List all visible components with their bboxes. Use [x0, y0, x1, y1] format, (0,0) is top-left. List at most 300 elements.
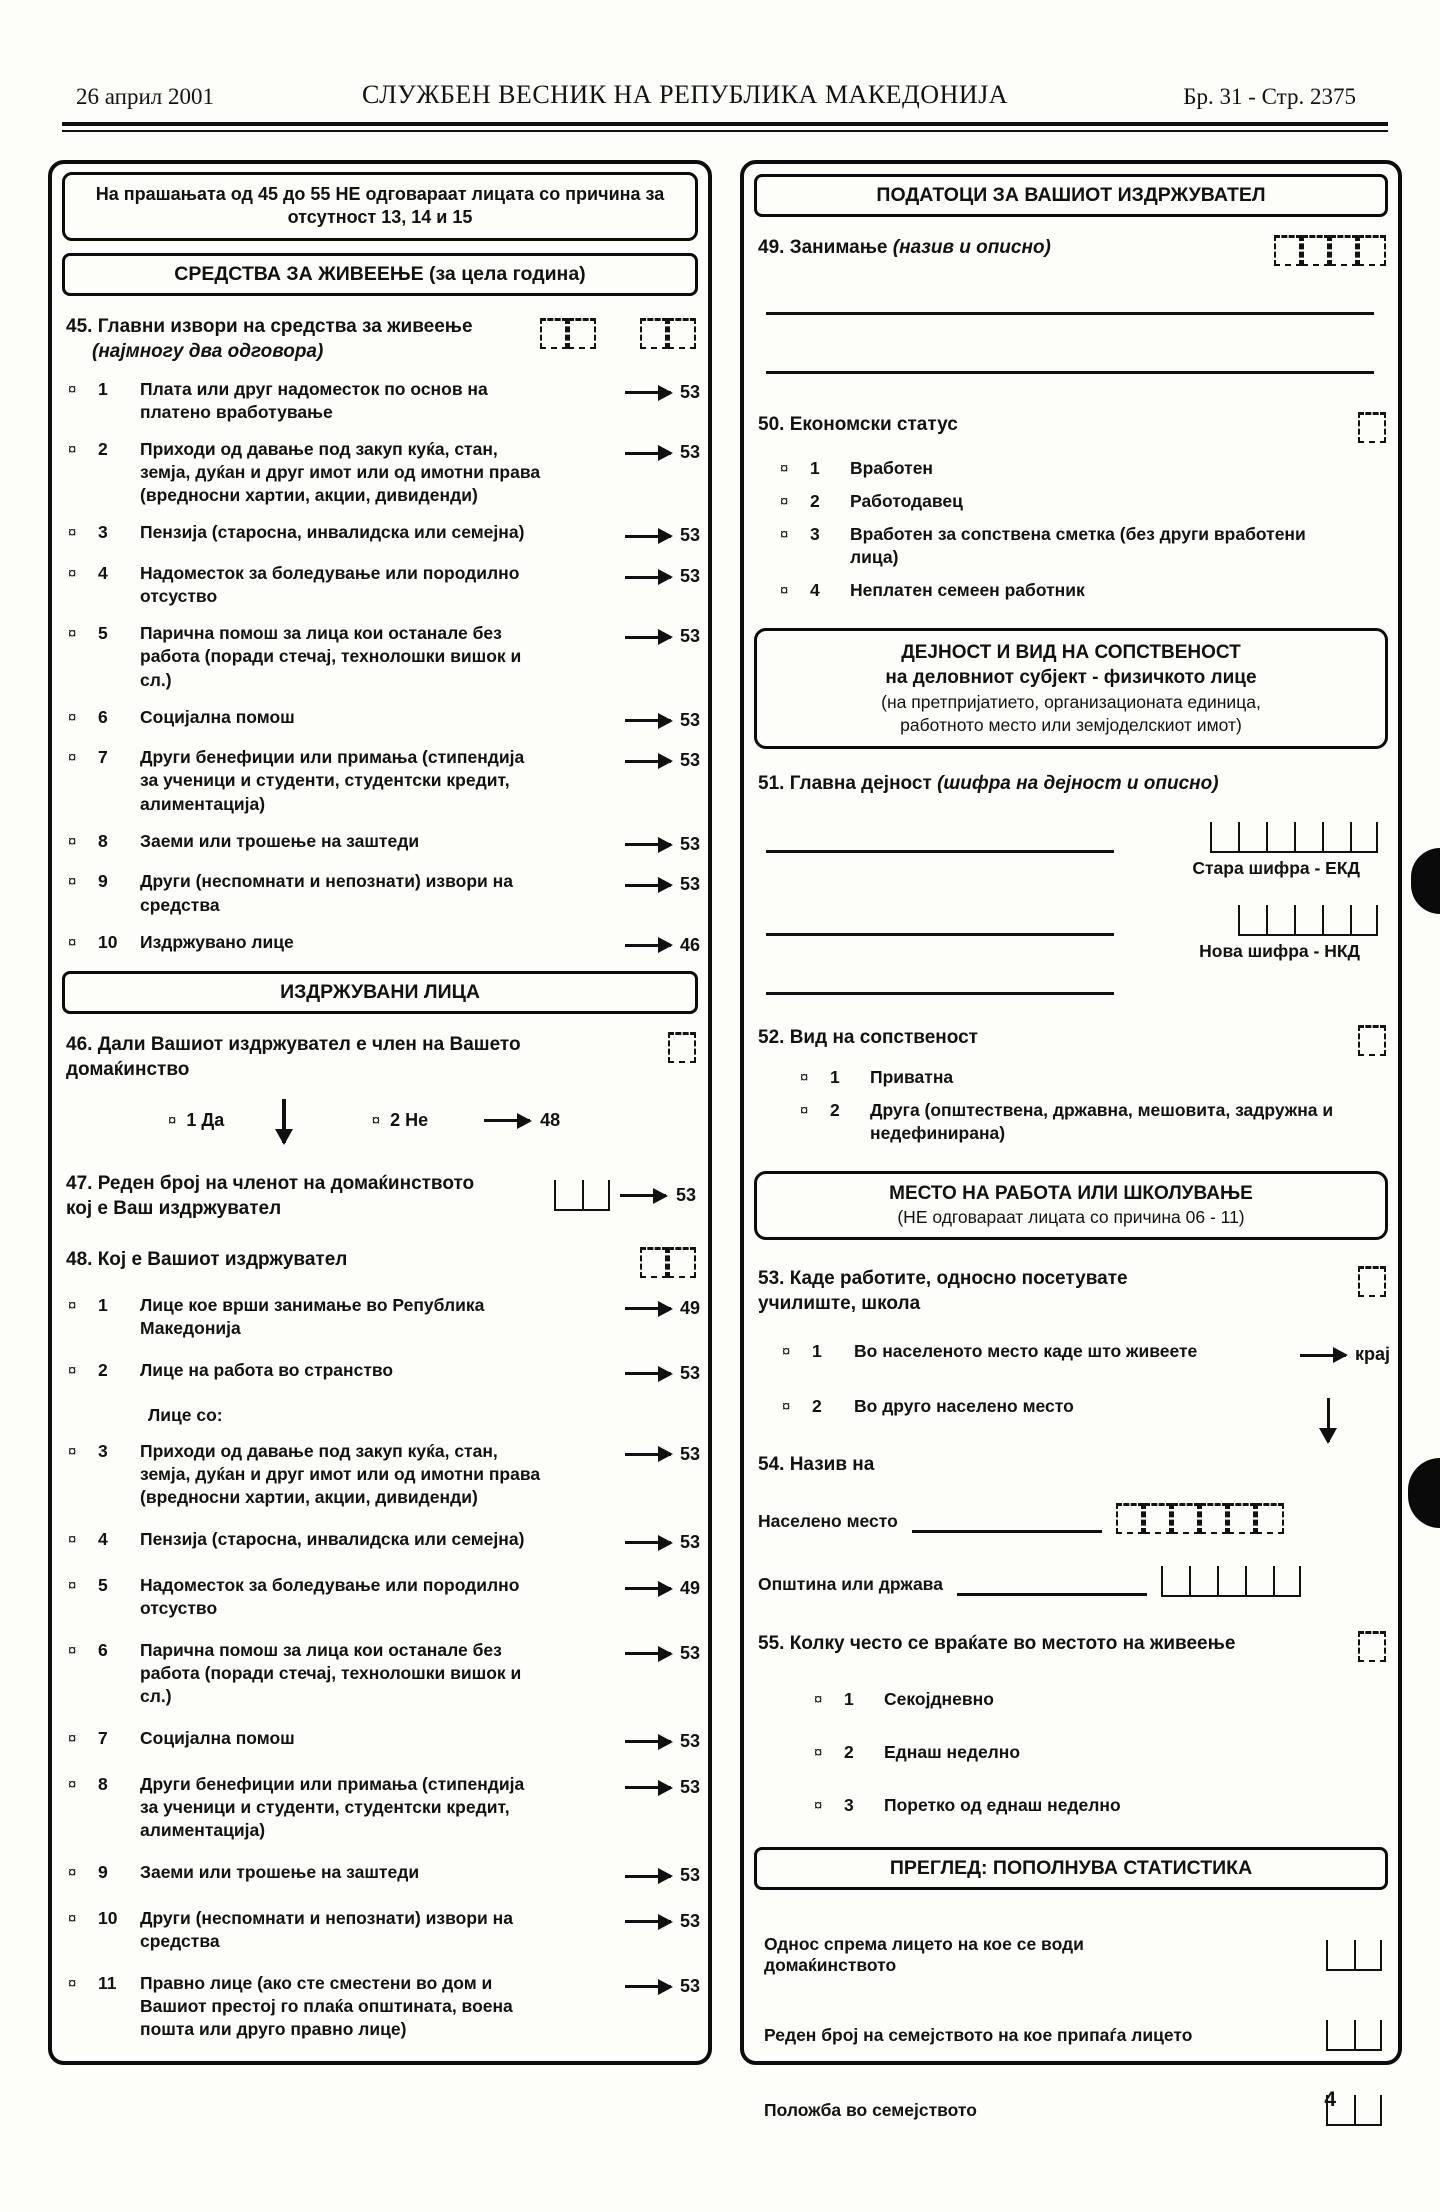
code-box[interactable] [668, 1032, 696, 1063]
option-number: 1 [844, 1689, 854, 1710]
question-45-title [66, 314, 473, 364]
option-number: 2 [98, 1359, 108, 1380]
q51-old-code-row [766, 822, 1378, 853]
option-number: 1 [830, 1067, 840, 1088]
q45-option-5 [68, 622, 700, 691]
option-label: Приходи од давање под закуп куќа, стан, земја, дуќан и друг имот или од имотни права (вредносни хартии, акции, дивиденди) [140, 1440, 541, 1507]
skip-instruction [600, 706, 700, 733]
code-box[interactable] [1274, 235, 1386, 266]
skip-instruction [600, 622, 700, 649]
page-number: 4 [1324, 2088, 1336, 2111]
option-label: Други бенефиции или примања (стипендија за ученици и студенти, студентски кредит, алиментација) [140, 1773, 525, 1841]
question-number: 46. [66, 1034, 93, 1056]
checkbox-icon[interactable]: ¤ [814, 1797, 823, 1815]
checkbox-icon[interactable]: ¤ [68, 565, 77, 583]
code-box[interactable] [1326, 1940, 1382, 1971]
question-53-header [752, 1262, 1390, 1316]
question-54 [752, 1452, 1390, 1597]
option-number: 3 [98, 522, 108, 543]
skip-instruction [600, 1440, 700, 1467]
checkbox-icon[interactable]: ¤ [782, 1343, 791, 1361]
section-header-supporter: ПОДАТОЦИ ЗА ВАШИОТ ИЗДРЖУВАТЕЛ [754, 174, 1388, 217]
q48-option-1 [68, 1294, 700, 1340]
question-47-title [66, 1171, 486, 1221]
q50-option-1 [780, 457, 1390, 480]
question-text: Колку често се враќате во местото на живеење [789, 1633, 1236, 1655]
option-label: Други бенефиции или примања (стипендија за ученици и студенти, студентски кредит, алиментација) [140, 747, 525, 814]
option-label: Парична помош за лица кои останале без работа (поради стечај, технолошки вишок и сл.) [140, 1639, 522, 1706]
option-number: 9 [98, 1862, 108, 1883]
code-box[interactable] [640, 1247, 696, 1278]
right-arrow-icon [625, 576, 671, 579]
skip-instruction [600, 1528, 700, 1555]
option-label: Издржувано лице [140, 931, 294, 952]
answer-line[interactable] [766, 312, 1374, 315]
question-number: 50. [758, 414, 785, 435]
code-box[interactable] [1358, 1266, 1386, 1297]
checkbox-icon[interactable]: ¤ [800, 1069, 809, 1087]
skip-target: 53 [679, 1731, 700, 1752]
skip-target: 53 [679, 1531, 700, 1552]
right-arrow-icon [625, 1541, 671, 1544]
right-arrow-icon [625, 1786, 671, 1789]
question-text: Каде работите, односно посетувате училиште, школа [758, 1268, 1128, 1315]
code-box[interactable] [1358, 412, 1386, 443]
skip-target: 53 [679, 1443, 700, 1464]
checkbox-icon[interactable]: ¤ [780, 493, 789, 511]
q48-option-5 [68, 1574, 700, 1620]
q55-option-3 [814, 1794, 1390, 1817]
option-label: Пензија (старосна, инвалидска или семејна) [140, 1528, 525, 1549]
skip-target: 53 [679, 1642, 700, 1663]
header-date: 26 април 2001 [76, 84, 214, 109]
right-column [740, 160, 1402, 2121]
question-48-header [60, 1243, 700, 1278]
right-arrow-icon [625, 452, 671, 455]
code-box[interactable] [1161, 1566, 1301, 1597]
question-number: 53. [758, 1268, 785, 1290]
option-label: Надоместок за боледување или породилно отсуство [140, 563, 520, 607]
code-box[interactable] [1238, 905, 1378, 936]
checkbox-icon[interactable]: ¤ [68, 749, 77, 767]
activity-ownership-box [754, 628, 1388, 749]
option-number: 2 [810, 491, 820, 512]
question-number: 47. [66, 1172, 93, 1194]
code-box[interactable] [1358, 1025, 1386, 1056]
right-arrow-icon [625, 843, 671, 846]
q48-options [60, 1294, 700, 2042]
skip-instruction [600, 378, 700, 405]
question-number: 51. [758, 773, 785, 795]
question-text: Главни извори на средства за живеење [97, 315, 473, 337]
old-code-label: Стара шифра - ЕКД [1192, 858, 1360, 879]
skip-instruction [600, 1773, 700, 1800]
checkbox-icon[interactable]: ¤ [68, 708, 77, 726]
skip-instruction [600, 1359, 700, 1386]
notice-box: На прашањата од 45 до 55 НЕ одговараат лицата со причина за отсутност 13, 14 и 15 [62, 172, 698, 241]
option-number: 4 [98, 563, 108, 584]
option-number: 1 [98, 378, 108, 399]
answer-line[interactable] [766, 371, 1374, 374]
q45-option-7 [68, 746, 700, 815]
q48-option-8 [68, 1773, 700, 1842]
option-label: Да [201, 1110, 225, 1130]
skip-instruction [600, 1907, 700, 1934]
right-arrow-icon [1300, 1354, 1346, 1357]
answer-line[interactable] [766, 850, 1114, 853]
checkbox-icon[interactable]: ¤ [68, 1442, 77, 1460]
q48-option-4 [68, 1528, 700, 1555]
checkbox-icon[interactable]: ¤ [68, 625, 77, 643]
q52-option-2 [800, 1099, 1390, 1145]
q48-option-7 [68, 1727, 700, 1754]
flow-arrow [1230, 1395, 1390, 1442]
option-label: Вработен за сопствена сметка (без други вработени лица) [850, 524, 1306, 568]
option-label: Друга (општествена, државна, мешовита, задружна и недефинирана) [870, 1099, 1334, 1143]
right-arrow-icon [620, 1194, 666, 1197]
code-box[interactable] [554, 1180, 610, 1211]
option-label: Други (неспомнати и непознати) извори на средства [140, 871, 513, 915]
option-label: Заеми или трошење на заштеди [140, 1862, 420, 1883]
skip-instruction [600, 1639, 700, 1666]
option-label: Вработен [850, 458, 933, 478]
box-note: (на претпријатието, организационата единица, [881, 691, 1261, 712]
option-label: Социјална помош [140, 1728, 295, 1749]
right-arrow-icon [625, 1875, 671, 1878]
option-label: Приватна [870, 1067, 954, 1088]
q45-option-6 [68, 706, 700, 733]
skip-target: 53 [679, 626, 700, 647]
checkbox-icon[interactable]: ¤ [68, 1775, 77, 1793]
code-box[interactable] [1326, 2020, 1382, 2051]
question-46-title [66, 1032, 586, 1082]
code-box[interactable] [540, 318, 596, 349]
skip-target: 53 [679, 1362, 700, 1383]
skip-instruction [600, 931, 700, 958]
checkbox-icon[interactable]: ¤ [68, 1909, 77, 1927]
q45-option-4 [68, 562, 700, 608]
new-code-label: Нова шифра - НКД [1199, 941, 1360, 962]
q46-options [168, 1099, 700, 1143]
q55-options [752, 1688, 1390, 1817]
answer-line[interactable] [766, 992, 1114, 995]
right-arrow-icon [625, 391, 671, 394]
checkbox-icon[interactable]: ¤ [68, 1361, 77, 1379]
section-header-means: СРЕДСТВА ЗА ЖИВЕЕЊЕ (за цела година) [62, 253, 698, 296]
question-45-header [60, 310, 700, 364]
left-column [48, 160, 712, 2065]
option-label: Заеми или трошење на заштеди [140, 830, 420, 851]
skip-target: 53 [679, 566, 700, 587]
code-box[interactable] [1116, 1503, 1284, 1534]
q45-option-2 [68, 438, 700, 507]
question-text: Главна дејност [789, 773, 932, 795]
right-arrow-icon [625, 1372, 671, 1375]
q45-option-10 [68, 931, 700, 958]
answer-line[interactable] [912, 1530, 1102, 1533]
right-arrow-icon [625, 1453, 671, 1456]
skip-instruction [600, 562, 700, 589]
option-label: Лице кое врши занимање во Република Македонија [140, 1294, 485, 1338]
answer-line[interactable] [957, 1593, 1147, 1596]
scan-artifact [1408, 1458, 1440, 1528]
checkbox-icon[interactable]: ¤ [68, 1576, 77, 1594]
checkbox-icon[interactable]: ¤ [814, 1691, 823, 1709]
q48-option-6 [68, 1639, 700, 1708]
skip-instruction [600, 870, 700, 897]
question-text: Кој е Вашиот издржувател [97, 1248, 348, 1270]
option-number: 10 [98, 1907, 118, 1928]
option-label: Еднаш неделно [884, 1742, 1021, 1763]
skip-instruction [600, 1972, 700, 1999]
field-label: Општина или држава [758, 1574, 943, 1595]
box-title: ДЕЈНОСТ И ВИД НА СОПСТВЕНОСТ [901, 642, 1241, 664]
section-header-review: ПРЕГЛЕД: ПОПОЛНУВА СТАТИСТИКА [754, 1847, 1388, 1890]
option-number: 2 [844, 1742, 854, 1763]
question-text: Економски статус [789, 414, 958, 435]
skip-instruction [600, 746, 700, 773]
review-row-relation [764, 1934, 1382, 1976]
option-label: Социјална помош [140, 706, 295, 727]
skip-target: крај [1354, 1344, 1390, 1365]
q48-option-9 [68, 1861, 700, 1888]
question-text: Занимање [789, 237, 888, 258]
q45-option-1 [68, 378, 700, 424]
option-number: 4 [810, 580, 820, 601]
right-arrow-icon [625, 1920, 671, 1923]
field-label: Реден број на семејството на кое припаѓа лицето [764, 2025, 1193, 2046]
right-arrow-icon [625, 1985, 671, 1988]
box-note: (НЕ одговараат лицата со причина 06 - 11) [897, 1207, 1245, 1228]
option-number: 6 [98, 706, 108, 727]
right-arrow-icon [625, 636, 671, 639]
code-box[interactable] [1210, 822, 1378, 853]
option-number: 3 [98, 1440, 108, 1461]
box-note: работното место или земјоделскиот имот) [900, 714, 1242, 735]
option-number: 1 [186, 1110, 197, 1130]
checkbox-icon[interactable]: ¤ [68, 1975, 77, 1993]
option-number: 7 [98, 747, 108, 768]
option-number: 1 [812, 1341, 822, 1362]
question-50-header [752, 408, 1390, 443]
section-header-dependents: ИЗДРЖУВАНИ ЛИЦА [62, 971, 698, 1014]
q55-option-2 [814, 1741, 1390, 1764]
question-55-header [752, 1627, 1390, 1662]
option-label: Во населеното место каде што живеете [854, 1341, 1198, 1362]
checkbox-icon[interactable]: ¤ [68, 380, 77, 398]
checkbox-icon[interactable]: ¤ [68, 1296, 77, 1314]
skip-instruction [600, 1727, 700, 1754]
code-box[interactable] [640, 318, 696, 349]
option-number: 3 [844, 1795, 854, 1816]
question-52-title [758, 1025, 978, 1050]
option-number: 2 [390, 1110, 401, 1130]
q48-option-10 [68, 1907, 700, 1953]
page-title: СЛУЖБЕН ВЕСНИК НА РЕПУБЛИКА МАКЕДОНИЈА [361, 80, 1009, 109]
right-arrow-icon [625, 1587, 671, 1590]
question-text: Вид на сопственост [789, 1027, 978, 1049]
q48-option-2 [68, 1359, 700, 1386]
q47-answer [554, 1180, 696, 1211]
question-number: 52. [758, 1027, 785, 1049]
question-54-title [752, 1452, 1390, 1477]
question-49-header [752, 231, 1390, 266]
question-51-title [752, 771, 1390, 796]
q52-options [752, 1066, 1390, 1144]
q53-option-1 [782, 1340, 1390, 1367]
answer-line[interactable] [766, 933, 1114, 936]
box-title: МЕСТО НА РАБОТА ИЛИ ШКОЛУВАЊЕ [889, 1182, 1253, 1204]
q45-option-8 [68, 830, 700, 857]
q45-options [60, 378, 700, 957]
checkbox-icon[interactable]: ¤ [68, 1730, 77, 1748]
checkbox-icon[interactable]: ¤ [68, 1641, 77, 1659]
skip-target: 53 [679, 1776, 700, 1797]
option-number: 11 [98, 1973, 117, 1994]
question-text: Назив на [789, 1454, 875, 1476]
checkbox-icon[interactable]: ¤ [68, 933, 77, 951]
field-label: Населено место [758, 1511, 898, 1532]
option-label: Неплатен семеен работник [850, 580, 1085, 601]
option-number: 3 [810, 524, 820, 545]
option-label: Во друго населено место [854, 1396, 1074, 1417]
right-arrow-icon [625, 535, 671, 538]
header-rule-thin [62, 130, 1388, 132]
option-label: Правно лице (ако сте сместени во дом и Вашиот престој го плаќа општината, воена пошта или друго правно лице) [140, 1973, 513, 2040]
question-subtitle: (шифра на дејност и описно) [937, 773, 1219, 795]
question-text: Дали Вашиот издржувател е член на Вашето домаќинство [66, 1034, 521, 1081]
skip-target: 53 [679, 1865, 700, 1886]
checkbox-icon[interactable]: ¤ [780, 582, 789, 600]
skip-instruction [600, 1294, 700, 1321]
skip-target: 53 [679, 1976, 700, 1997]
q45-option-9 [68, 870, 700, 916]
option-label: Работодавец [850, 491, 963, 512]
option-label: Приходи од давање под закуп куќа, стан, земја, дуќан и друг имот или од имотни права (вредносни хартии, акции, дивиденди) [140, 439, 541, 506]
review-row-family-position [764, 2095, 1382, 2126]
question-55-title [758, 1631, 1235, 1656]
right-arrow-icon [625, 1652, 671, 1655]
q50-option-2 [780, 490, 1390, 513]
option-number: 5 [98, 623, 108, 644]
option-number: 8 [98, 830, 108, 851]
option-number: 4 [98, 1528, 108, 1549]
question-51 [752, 771, 1390, 995]
q54-municipality-row [758, 1566, 1380, 1597]
checkbox-icon[interactable]: ¤ [68, 832, 77, 850]
q50-option-4 [780, 579, 1390, 602]
right-arrow-icon [625, 884, 671, 887]
field-label: Положба во семејството [764, 2100, 977, 2121]
checkbox-icon[interactable]: ¤ [68, 1864, 77, 1882]
question-number: 55. [758, 1633, 785, 1655]
skip-target: 53 [679, 750, 700, 771]
code-box[interactable] [1358, 1631, 1386, 1662]
right-arrow-icon [625, 760, 671, 763]
skip-target: 53 [679, 874, 700, 895]
right-arrow-icon [625, 1307, 671, 1310]
down-arrow-icon [282, 1099, 286, 1143]
question-number: 54. [758, 1454, 785, 1476]
right-arrow-icon [625, 719, 671, 722]
option-number: 2 [98, 439, 108, 460]
q55-option-1 [814, 1688, 1390, 1711]
scan-artifact [1411, 848, 1440, 914]
checkbox-icon[interactable]: ¤ [68, 524, 77, 542]
skip-target: 53 [679, 381, 700, 402]
checkbox-icon[interactable]: ¤ [800, 1101, 809, 1119]
option-number: 7 [98, 1728, 108, 1749]
option-label: Не [405, 1110, 429, 1130]
box-subtitle: на деловниот субјект - физичкото лице [885, 667, 1257, 689]
question-49-title [758, 235, 1051, 260]
checkbox-icon[interactable]: ¤ [168, 1112, 177, 1129]
checkbox-icon[interactable]: ¤ [780, 526, 789, 544]
field-label: Однос спрема лицето на кое се води домаќинството [764, 1934, 1084, 1976]
skip-instruction [1290, 1340, 1390, 1367]
option-number: 1 [98, 1294, 108, 1315]
option-number: 5 [98, 1574, 108, 1595]
skip-target: 46 [679, 934, 700, 955]
skip-target: 49 [679, 1577, 700, 1598]
header-rule [62, 122, 1388, 126]
question-number: 48. [66, 1248, 93, 1270]
question-46-header [60, 1028, 700, 1082]
q51-new-code-row [766, 905, 1378, 936]
skip-target: 53 [675, 1185, 696, 1206]
question-50-title [758, 412, 958, 437]
option-number: 10 [98, 931, 118, 952]
checkbox-icon[interactable]: ¤ [68, 873, 77, 891]
skip-instruction [600, 521, 700, 548]
q50-option-3 [780, 523, 1390, 569]
right-arrow-icon [484, 1119, 530, 1122]
checkbox-icon[interactable]: ¤ [814, 1744, 823, 1762]
checkbox-icon[interactable]: ¤ [780, 460, 789, 477]
question-48-title [66, 1247, 347, 1272]
q53-option-2 [782, 1395, 1390, 1442]
right-arrow-icon [625, 1740, 671, 1743]
right-arrow-icon [625, 944, 671, 947]
skip-target: 53 [679, 1910, 700, 1931]
work-place-box [754, 1171, 1388, 1240]
option-label: Лице на работа во странство [140, 1359, 394, 1380]
option-number: 1 [810, 458, 820, 478]
option-label: Други (неспомнати и непознати) извори на средства [140, 1907, 513, 1951]
option-label: Поретко од еднаш неделно [884, 1795, 1121, 1816]
question-number: 45. [66, 315, 93, 337]
checkbox-icon[interactable]: ¤ [68, 441, 77, 459]
question-subtitle: (назив и описно) [892, 237, 1051, 258]
q48-option-3 [68, 1440, 700, 1509]
skip-target: 53 [679, 833, 700, 854]
option-label: Надоместок за боледување или породилно отсуство [140, 1574, 520, 1618]
checkbox-icon[interactable]: ¤ [68, 1530, 77, 1548]
option-number: 6 [98, 1639, 108, 1660]
checkbox-icon[interactable]: ¤ [371, 1112, 381, 1129]
option-label: Секојдневно [884, 1689, 994, 1710]
skip-target: 48 [540, 1110, 561, 1130]
skip-target: 53 [679, 525, 700, 546]
option-number: 2 [830, 1099, 840, 1120]
skip-instruction [600, 438, 700, 465]
skip-instruction [600, 830, 700, 857]
skip-target: 49 [679, 1297, 700, 1318]
skip-instruction [600, 1861, 700, 1888]
option-number: 9 [98, 871, 108, 892]
skip-target: 53 [679, 709, 700, 730]
checkbox-icon[interactable]: ¤ [782, 1398, 791, 1416]
